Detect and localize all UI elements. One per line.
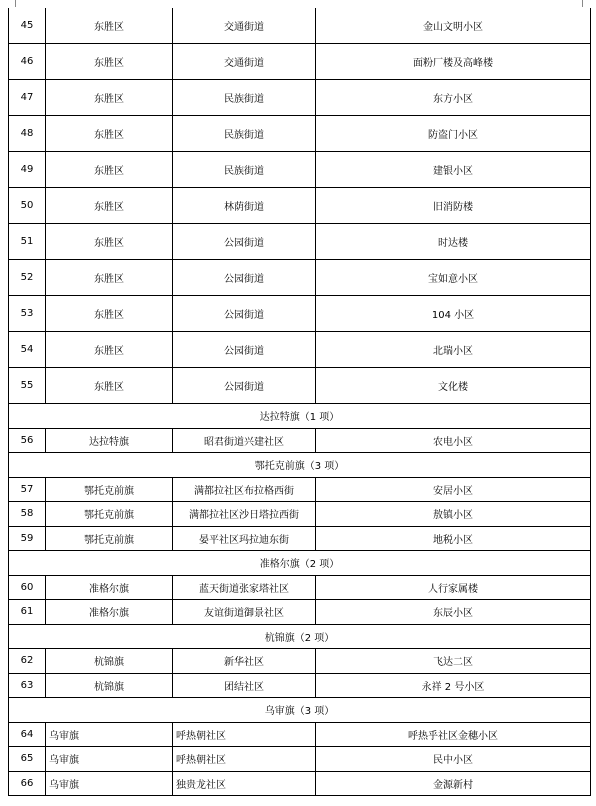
community-cell: 时达楼 [316, 224, 591, 260]
community-cell: 旧消防楼 [316, 188, 591, 224]
table-row [9, 502, 591, 527]
table-row [9, 771, 591, 796]
section-header-row [9, 624, 591, 649]
row-number: 57 [9, 477, 46, 502]
row-number: 60 [9, 575, 46, 600]
community-cell: 东方小区 [316, 80, 591, 116]
row-number: 52 [9, 260, 46, 296]
district-cell: 东胜区 [46, 224, 173, 260]
table-row [9, 575, 591, 600]
district-cell: 乌审旗 [46, 771, 173, 796]
street-cell: 团结社区 [173, 673, 316, 698]
community-cell: 民中小区 [316, 747, 591, 772]
row-number: 51 [9, 224, 46, 260]
district-cell: 杭锦旗 [46, 649, 173, 674]
row-number: 53 [9, 296, 46, 332]
district-cell: 准格尔旗 [46, 575, 173, 600]
district-cell: 准格尔旗 [46, 600, 173, 625]
row-number: 56 [9, 428, 46, 453]
street-cell: 满都拉社区沙日塔拉西街 [173, 502, 316, 527]
row-number: 59 [9, 526, 46, 551]
row-number: 49 [9, 152, 46, 188]
table-row [9, 188, 591, 224]
community-cell: 农电小区 [316, 428, 591, 453]
street-cell: 公园街道 [173, 332, 316, 368]
district-cell: 东胜区 [46, 8, 173, 44]
street-cell: 交通街道 [173, 44, 316, 80]
street-cell: 林荫街道 [173, 188, 316, 224]
row-number: 46 [9, 44, 46, 80]
table-row [9, 722, 591, 747]
section-header: 达拉特旗（1 项） [9, 404, 591, 429]
community-cell: 104 小区 [316, 296, 591, 332]
district-cell: 乌审旗 [46, 747, 173, 772]
table-row [9, 428, 591, 453]
community-cell: 地税小区 [316, 526, 591, 551]
street-cell: 呼热朝社区 [173, 747, 316, 772]
page-corner-mark [8, 0, 16, 7]
table-row [9, 332, 591, 368]
table-row [9, 116, 591, 152]
street-cell: 公园街道 [173, 260, 316, 296]
street-cell: 新华社区 [173, 649, 316, 674]
table-row [9, 224, 591, 260]
district-cell: 鄂托克前旗 [46, 502, 173, 527]
table-row [9, 260, 591, 296]
community-cell: 敖镇小区 [316, 502, 591, 527]
table-row [9, 152, 591, 188]
table-body [9, 8, 591, 796]
row-number: 47 [9, 80, 46, 116]
table-row [9, 673, 591, 698]
street-cell: 公园街道 [173, 368, 316, 404]
district-cell: 东胜区 [46, 260, 173, 296]
row-number: 50 [9, 188, 46, 224]
table-row [9, 8, 591, 44]
section-header-row [9, 404, 591, 429]
table-row [9, 44, 591, 80]
street-cell: 满都拉社区布拉格西街 [173, 477, 316, 502]
street-cell: 蓝天街道张家塔社区 [173, 575, 316, 600]
community-cell: 建银小区 [316, 152, 591, 188]
district-cell: 东胜区 [46, 116, 173, 152]
community-cell: 防盗门小区 [316, 116, 591, 152]
community-cell: 安居小区 [316, 477, 591, 502]
community-cell: 宝如意小区 [316, 260, 591, 296]
table-row [9, 649, 591, 674]
table-row [9, 477, 591, 502]
table-row [9, 368, 591, 404]
row-number: 48 [9, 116, 46, 152]
street-cell: 民族街道 [173, 80, 316, 116]
table-row [9, 526, 591, 551]
street-cell: 民族街道 [173, 116, 316, 152]
community-list-table [8, 8, 591, 796]
section-header: 杭锦旗（2 项） [9, 624, 591, 649]
street-cell: 公园街道 [173, 296, 316, 332]
table-row [9, 600, 591, 625]
district-cell: 乌审旗 [46, 722, 173, 747]
row-number: 61 [9, 600, 46, 625]
row-number: 66 [9, 771, 46, 796]
section-header: 乌审旗（3 项） [9, 698, 591, 723]
table-row [9, 747, 591, 772]
district-cell: 东胜区 [46, 80, 173, 116]
street-cell: 交通街道 [173, 8, 316, 44]
row-number: 63 [9, 673, 46, 698]
row-number: 58 [9, 502, 46, 527]
community-cell: 人行家属楼 [316, 575, 591, 600]
community-cell: 文化楼 [316, 368, 591, 404]
section-header-row [9, 453, 591, 478]
row-number: 65 [9, 747, 46, 772]
row-number: 64 [9, 722, 46, 747]
street-cell: 民族街道 [173, 152, 316, 188]
community-cell: 飞达二区 [316, 649, 591, 674]
section-header-row [9, 551, 591, 576]
row-number: 55 [9, 368, 46, 404]
district-cell: 达拉特旗 [46, 428, 173, 453]
district-cell: 东胜区 [46, 152, 173, 188]
district-cell: 东胜区 [46, 368, 173, 404]
table-row [9, 80, 591, 116]
street-cell: 公园街道 [173, 224, 316, 260]
district-cell: 东胜区 [46, 188, 173, 224]
street-cell: 昭君街道兴建社区 [173, 428, 316, 453]
section-header: 鄂托克前旗（3 项） [9, 453, 591, 478]
street-cell: 友谊街道御景社区 [173, 600, 316, 625]
community-cell: 金山文明小区 [316, 8, 591, 44]
district-cell: 东胜区 [46, 332, 173, 368]
street-cell: 晏平社区玛拉迪东街 [173, 526, 316, 551]
community-cell: 呼热乎社区金穗小区 [316, 722, 591, 747]
section-header: 准格尔旗（2 项） [9, 551, 591, 576]
district-cell: 鄂托克前旗 [46, 477, 173, 502]
table-row [9, 296, 591, 332]
district-cell: 鄂托克前旗 [46, 526, 173, 551]
row-number: 45 [9, 8, 46, 44]
district-cell: 杭锦旗 [46, 673, 173, 698]
community-cell: 面粉厂楼及高峰楼 [316, 44, 591, 80]
district-cell: 东胜区 [46, 44, 173, 80]
street-cell: 独贵龙社区 [173, 771, 316, 796]
row-number: 54 [9, 332, 46, 368]
community-cell: 东辰小区 [316, 600, 591, 625]
street-cell: 呼热朝社区 [173, 722, 316, 747]
district-cell: 东胜区 [46, 296, 173, 332]
community-cell: 永祥 2 号小区 [316, 673, 591, 698]
community-cell: 北瑞小区 [316, 332, 591, 368]
row-number: 62 [9, 649, 46, 674]
section-header-row [9, 698, 591, 723]
community-cell: 金源新村 [316, 771, 591, 796]
page-corner-mark [582, 0, 590, 7]
